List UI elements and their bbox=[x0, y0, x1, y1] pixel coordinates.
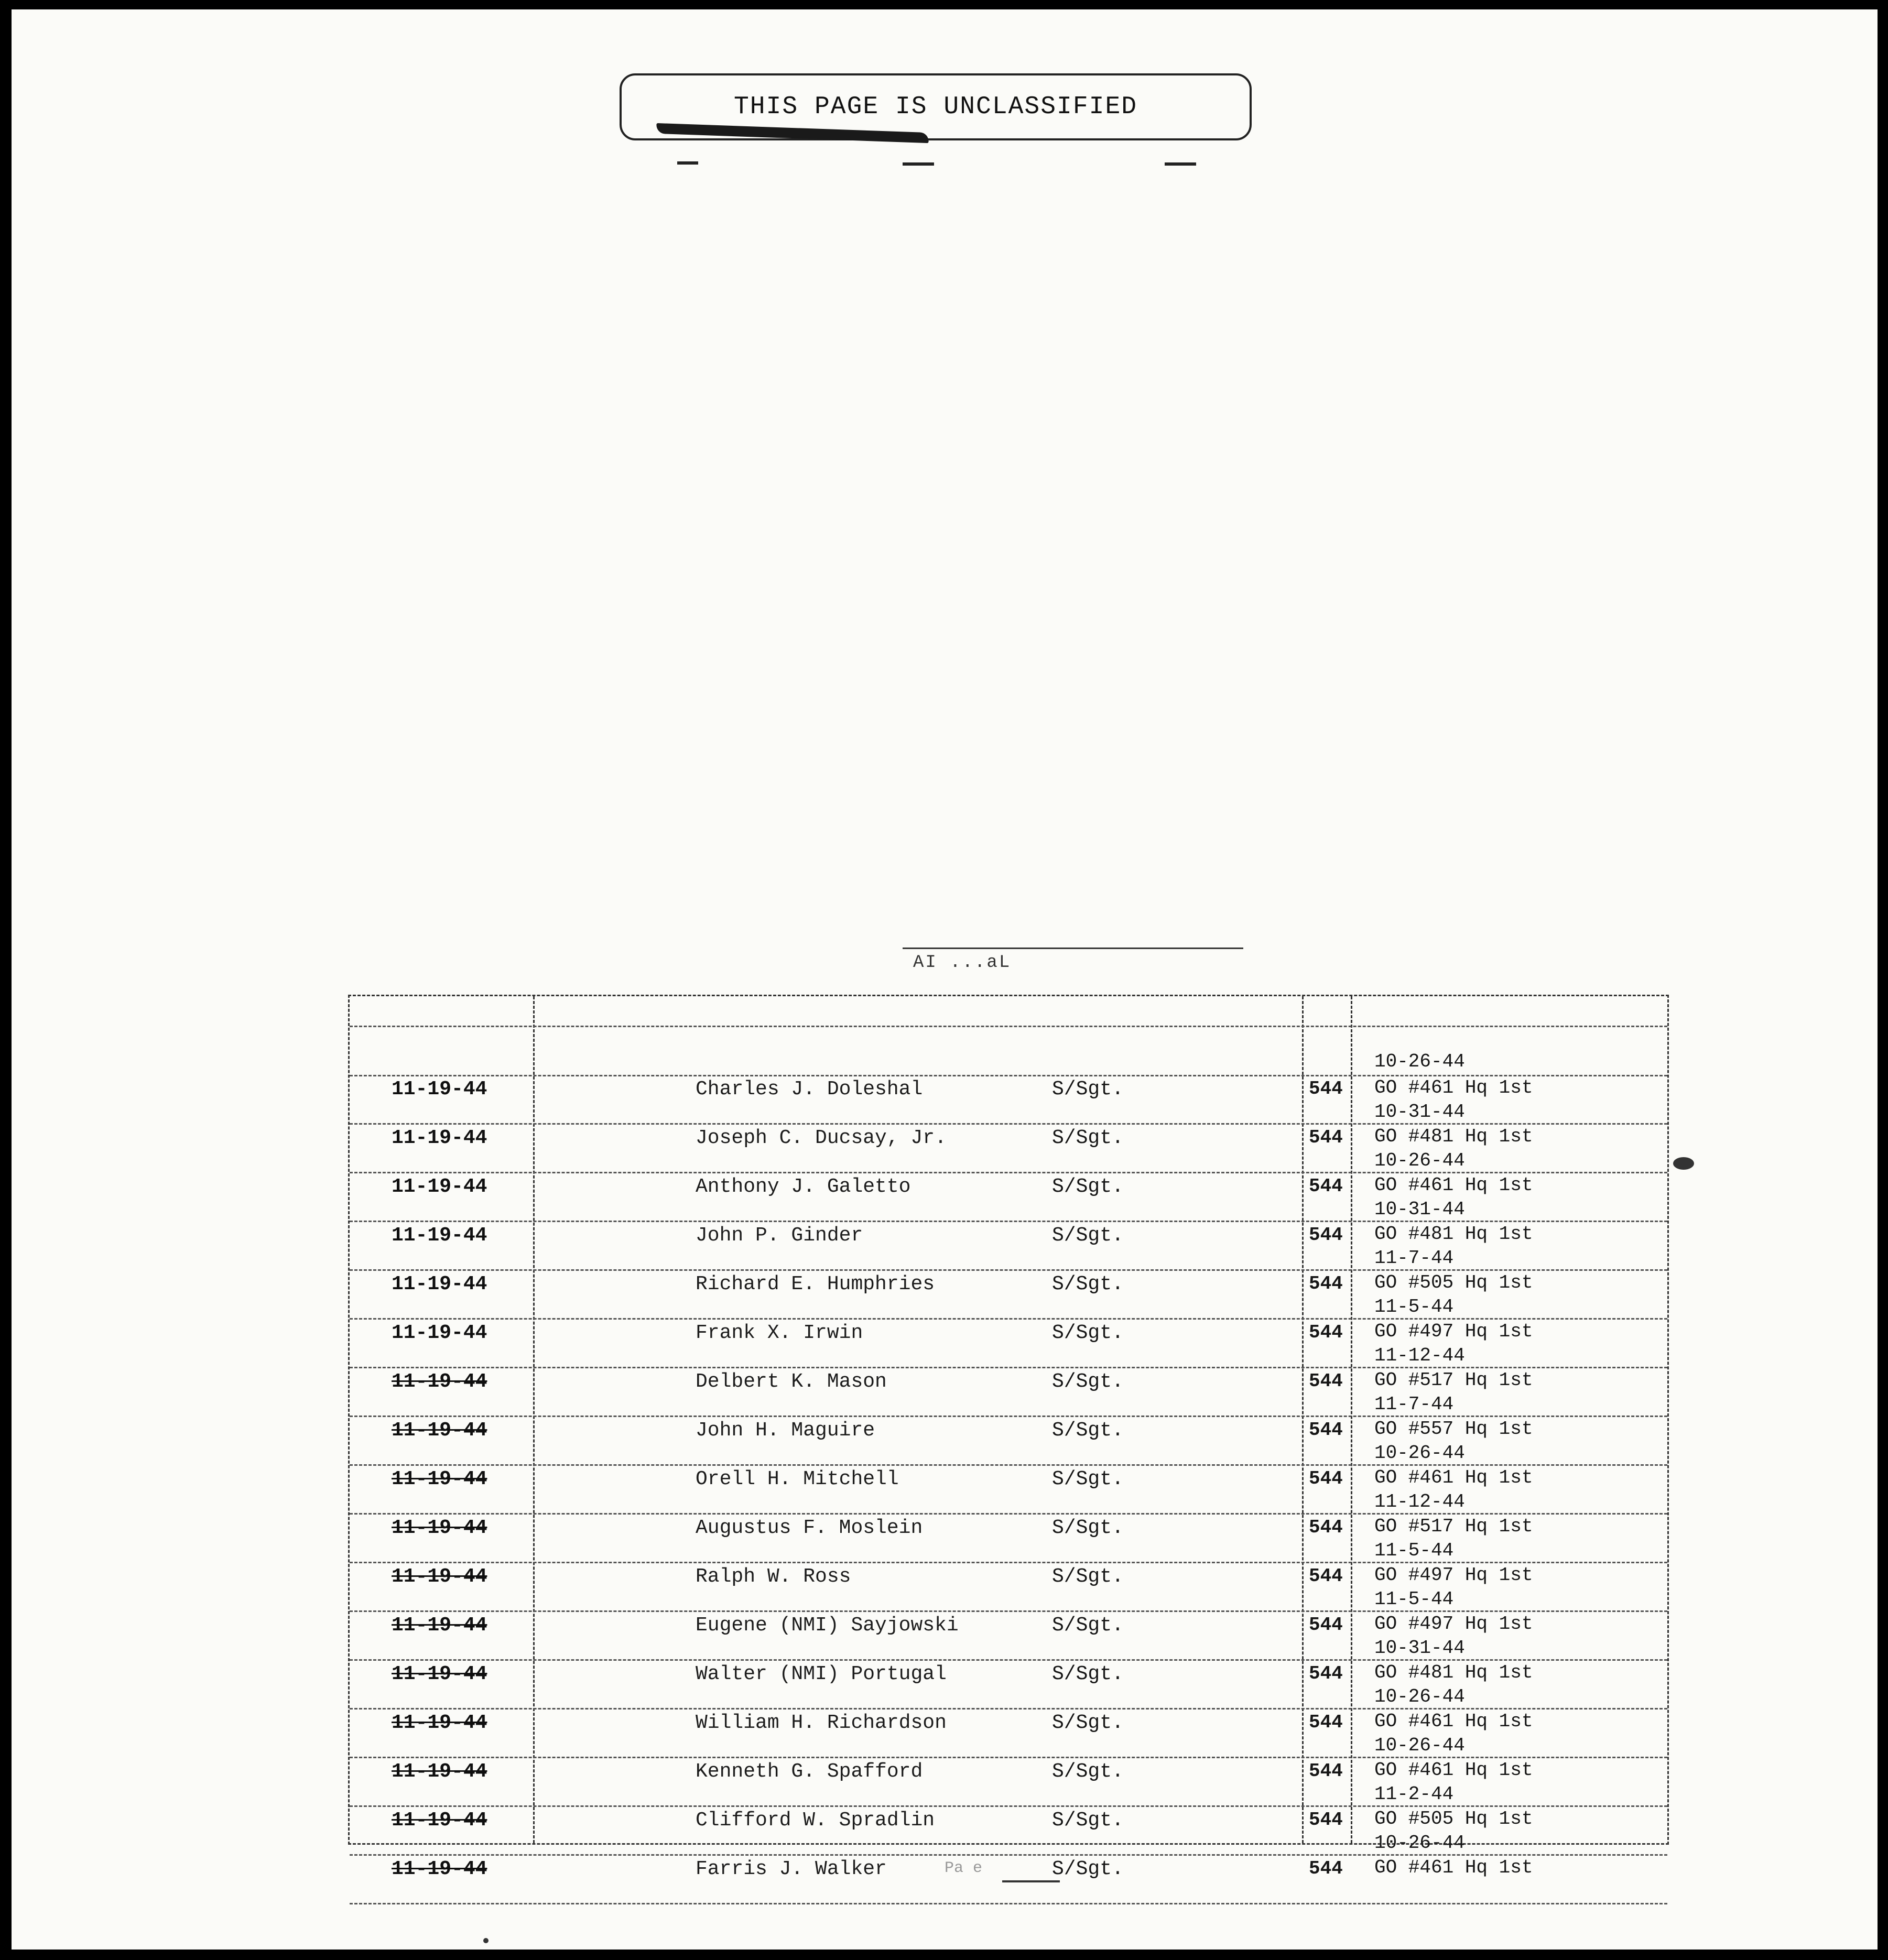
row-number: 544 bbox=[1309, 1322, 1343, 1343]
row-number: 544 bbox=[1309, 1809, 1343, 1831]
row-order: GO #461 Hq 1st bbox=[1374, 1077, 1533, 1098]
row-divider bbox=[350, 1610, 1667, 1612]
row-order: GO #461 Hq 1st bbox=[1374, 1467, 1533, 1488]
row-number: 544 bbox=[1309, 1858, 1343, 1879]
row-order-date: 11-5-44 bbox=[1374, 1540, 1454, 1561]
row-number: 544 bbox=[1309, 1175, 1343, 1197]
row-date: 11-19-44 bbox=[392, 1078, 487, 1101]
row-name: Clifford W. Spradlin bbox=[696, 1809, 935, 1832]
row-grade: S/Sgt. bbox=[1052, 1419, 1124, 1442]
row-order: GO #481 Hq 1st bbox=[1374, 1126, 1533, 1147]
row-name: Delbert K. Mason bbox=[696, 1370, 887, 1393]
row-name: Frank X. Irwin bbox=[696, 1322, 863, 1344]
row-order: GO #505 Hq 1st bbox=[1374, 1272, 1533, 1293]
row-grade: S/Sgt. bbox=[1052, 1858, 1124, 1880]
row-grade: S/Sgt. bbox=[1052, 1322, 1124, 1344]
row-order: GO #497 Hq 1st bbox=[1374, 1321, 1533, 1342]
row-grade: S/Sgt. bbox=[1052, 1224, 1124, 1247]
row-name: Charles J. Doleshal bbox=[696, 1078, 923, 1101]
row-grade: S/Sgt. bbox=[1052, 1468, 1124, 1490]
row-grade: S/Sgt. bbox=[1052, 1127, 1124, 1149]
row-grade: S/Sgt. bbox=[1052, 1712, 1124, 1734]
stamp-dash bbox=[677, 161, 698, 165]
row-divider bbox=[350, 1415, 1667, 1417]
row-name: Joseph C. Ducsay, Jr. bbox=[696, 1127, 947, 1149]
row-order-date: 10-26-44 bbox=[1374, 1686, 1465, 1707]
row-order: GO #557 Hq 1st bbox=[1374, 1418, 1533, 1440]
row-order: GO #517 Hq 1st bbox=[1374, 1516, 1533, 1537]
row-order-date: 11-12-44 bbox=[1374, 1491, 1465, 1512]
row-date: 11-19-44 bbox=[392, 1614, 487, 1637]
row-divider bbox=[350, 1269, 1667, 1271]
row-date: 11-19-44 bbox=[392, 1468, 487, 1490]
row-grade: S/Sgt. bbox=[1052, 1565, 1124, 1588]
row-grade: S/Sgt. bbox=[1052, 1078, 1124, 1101]
row-number: 544 bbox=[1309, 1468, 1343, 1489]
row-number: 544 bbox=[1309, 1078, 1343, 1099]
row-number: 544 bbox=[1309, 1663, 1343, 1684]
ink-speck bbox=[1673, 1157, 1694, 1170]
stamp-text: THIS PAGE IS UNCLASSIFIED bbox=[733, 93, 1138, 121]
row-grade: S/Sgt. bbox=[1052, 1809, 1124, 1832]
row-name: John P. Ginder bbox=[696, 1224, 863, 1247]
row-number: 544 bbox=[1309, 1370, 1343, 1392]
row-order-date: 11-5-44 bbox=[1374, 1588, 1454, 1610]
row-order: GO #517 Hq 1st bbox=[1374, 1369, 1533, 1391]
row-order: GO #497 Hq 1st bbox=[1374, 1564, 1533, 1586]
row-divider bbox=[350, 1172, 1667, 1173]
row-grade: S/Sgt. bbox=[1052, 1273, 1124, 1295]
row-divider bbox=[350, 1562, 1667, 1563]
row-date: 11-19-44 bbox=[392, 1127, 487, 1149]
row-divider bbox=[350, 1805, 1667, 1807]
row-order-date: 10-31-44 bbox=[1374, 1199, 1465, 1220]
row-number: 544 bbox=[1309, 1565, 1343, 1587]
row-date: 11-19-44 bbox=[392, 1712, 487, 1734]
row-number: 544 bbox=[1309, 1127, 1343, 1148]
row-divider bbox=[350, 1659, 1667, 1661]
row-number: 544 bbox=[1309, 1224, 1343, 1246]
page-number-label: Pa e bbox=[945, 1859, 983, 1877]
header-divider bbox=[350, 1026, 1667, 1027]
stamp-dash bbox=[903, 162, 934, 166]
row-number: 544 bbox=[1309, 1614, 1343, 1636]
row-name: Ralph W. Ross bbox=[696, 1565, 851, 1588]
row-date: 11-19-44 bbox=[392, 1809, 487, 1832]
row-order: GO #461 Hq 1st bbox=[1374, 1711, 1533, 1732]
row-order: GO #481 Hq 1st bbox=[1374, 1662, 1533, 1683]
row-order-date: 11-7-44 bbox=[1374, 1247, 1454, 1269]
row-date: 11-19-44 bbox=[392, 1322, 487, 1344]
row-divider bbox=[350, 1123, 1667, 1125]
row-divider bbox=[350, 1318, 1667, 1320]
row-order-date: 10-26-44 bbox=[1374, 1832, 1465, 1854]
row-divider bbox=[350, 1854, 1667, 1856]
row-date: 11-19-44 bbox=[392, 1663, 487, 1685]
row-date: 11-19-44 bbox=[392, 1419, 487, 1442]
row-name: John H. Maguire bbox=[696, 1419, 875, 1442]
document-subtitle: AI ...aL bbox=[913, 953, 1012, 973]
row-grade: S/Sgt. bbox=[1052, 1175, 1124, 1198]
row-divider bbox=[350, 1221, 1667, 1222]
top-order-date: 10-26-44 bbox=[1374, 1051, 1465, 1072]
row-order-date: 10-31-44 bbox=[1374, 1101, 1465, 1123]
row-name: Walter (NMI) Portugal bbox=[696, 1663, 947, 1685]
row-order-date: 11-12-44 bbox=[1374, 1345, 1465, 1366]
row-order-date: 10-31-44 bbox=[1374, 1637, 1465, 1659]
row-number: 544 bbox=[1309, 1760, 1343, 1782]
row-order-date: 10-26-44 bbox=[1374, 1150, 1465, 1171]
ink-speck bbox=[483, 1938, 489, 1943]
row-divider bbox=[350, 1903, 1667, 1904]
stamp-dash bbox=[1165, 162, 1196, 166]
row-date: 11-19-44 bbox=[392, 1273, 487, 1295]
row-name: Farris J. Walker bbox=[696, 1858, 887, 1880]
row-date: 11-19-44 bbox=[392, 1760, 487, 1783]
row-order-date: 11-2-44 bbox=[1374, 1783, 1454, 1805]
row-number: 544 bbox=[1309, 1712, 1343, 1733]
row-name: Orell H. Mitchell bbox=[696, 1468, 899, 1490]
row-name: Richard E. Humphries bbox=[696, 1273, 935, 1295]
row-divider bbox=[350, 1513, 1667, 1515]
row-order: GO #461 Hq 1st bbox=[1374, 1857, 1533, 1878]
row-order: GO #481 Hq 1st bbox=[1374, 1223, 1533, 1245]
row-grade: S/Sgt. bbox=[1052, 1663, 1124, 1685]
row-name: Kenneth G. Spafford bbox=[696, 1760, 923, 1783]
row-number: 544 bbox=[1309, 1517, 1343, 1538]
row-order: GO #497 Hq 1st bbox=[1374, 1613, 1533, 1635]
page-number-line bbox=[1002, 1880, 1060, 1882]
row-order: GO #461 Hq 1st bbox=[1374, 1759, 1533, 1781]
row-name: Anthony J. Galetto bbox=[696, 1175, 911, 1198]
row-grade: S/Sgt. bbox=[1052, 1517, 1124, 1539]
row-date: 11-19-44 bbox=[392, 1370, 487, 1393]
row-order-date: 10-26-44 bbox=[1374, 1735, 1465, 1756]
row-number: 544 bbox=[1309, 1273, 1343, 1294]
document-page bbox=[12, 9, 1878, 1950]
row-grade: S/Sgt. bbox=[1052, 1614, 1124, 1637]
row-divider bbox=[350, 1708, 1667, 1709]
row-name: Augustus F. Moslein bbox=[696, 1517, 923, 1539]
row-divider bbox=[350, 1367, 1667, 1368]
title-underline bbox=[903, 948, 1243, 949]
row-order-date: 11-5-44 bbox=[1374, 1296, 1454, 1317]
row-divider bbox=[350, 1464, 1667, 1466]
row-date: 11-19-44 bbox=[392, 1858, 487, 1880]
row-grade: S/Sgt. bbox=[1052, 1760, 1124, 1783]
row-date: 11-19-44 bbox=[392, 1175, 487, 1198]
row-number: 544 bbox=[1309, 1419, 1343, 1441]
row-date: 11-19-44 bbox=[392, 1224, 487, 1247]
row-order: GO #461 Hq 1st bbox=[1374, 1174, 1533, 1196]
row-order-date: 11-7-44 bbox=[1374, 1393, 1454, 1415]
row-date: 11-19-44 bbox=[392, 1565, 487, 1588]
row-order-date: 10-26-44 bbox=[1374, 1442, 1465, 1464]
row-divider bbox=[350, 1075, 1667, 1076]
row-name: William H. Richardson bbox=[696, 1712, 947, 1734]
row-divider bbox=[350, 1757, 1667, 1758]
row-grade: S/Sgt. bbox=[1052, 1370, 1124, 1393]
row-order: GO #505 Hq 1st bbox=[1374, 1808, 1533, 1830]
row-name: Eugene (NMI) Sayjowski bbox=[696, 1614, 959, 1637]
row-date: 11-19-44 bbox=[392, 1517, 487, 1539]
